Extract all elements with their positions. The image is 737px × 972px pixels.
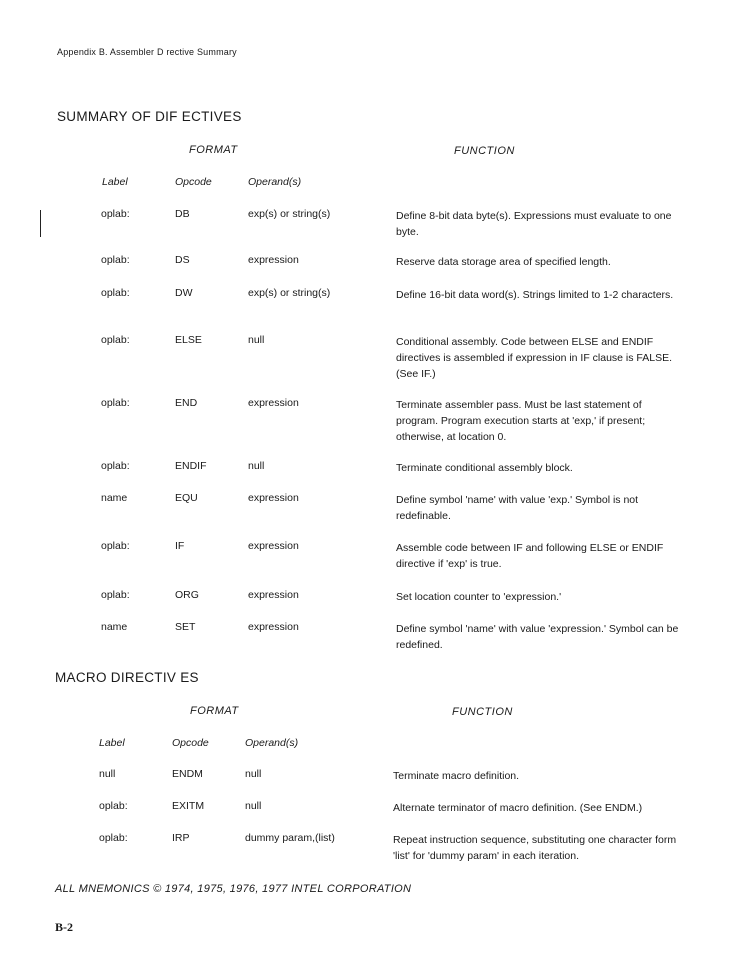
row-opcode: DS	[175, 254, 190, 266]
row-operand: exp(s) or string(s)	[248, 208, 331, 220]
row-label: oplab:	[101, 254, 130, 266]
summary-label-heading: Label	[102, 176, 128, 188]
row-operand: expression	[248, 492, 299, 504]
row-operand: dummy param,(list)	[245, 832, 335, 844]
row-label: name	[101, 621, 128, 633]
row-function: Repeat instruction sequence, substituting one character form 'list' for 'dummy param' in each iteration.	[393, 834, 677, 862]
row-label: oplab:	[101, 334, 130, 346]
row-opcode: ORG	[175, 589, 199, 601]
row-operand: expression	[248, 397, 299, 409]
row-function: Define 16-bit data word(s). Strings limited to 1-2 characters.	[396, 289, 674, 301]
row-function: Set location counter to 'expression.'	[396, 591, 562, 603]
row-label: oplab:	[99, 832, 128, 844]
row-operand: expression	[248, 621, 299, 633]
summary-operands-heading: Operand(s)	[248, 176, 302, 188]
row-function: Terminate assembler pass. Must be last statement of program. Program execution starts at 'exp,' if present; otherwise, at location 0.	[396, 399, 646, 443]
row-function: Assemble code between IF and following ELSE or ENDIF directive if 'exp' is true.	[396, 542, 664, 570]
row-label: oplab:	[99, 800, 128, 812]
row-opcode: END	[175, 397, 198, 409]
row-opcode: EXITM	[172, 800, 205, 812]
row-label: name	[101, 492, 128, 504]
row-label: oplab:	[101, 208, 130, 220]
macro-opcode-heading: Opcode	[172, 737, 209, 749]
row-opcode: SET	[175, 621, 196, 633]
macro-title: MACRO DIRECTIV ES	[55, 670, 199, 685]
row-opcode: DW	[175, 287, 193, 299]
summary-format-heading: FORMAT	[189, 144, 238, 156]
change-bar	[40, 210, 41, 237]
row-label: oplab:	[101, 460, 130, 472]
macro-function-heading: FUNCTION	[452, 706, 513, 718]
row-opcode: DB	[175, 208, 190, 220]
row-function: Alternate terminator of macro definition. (See ENDM.)	[393, 802, 643, 814]
row-operand: exp(s) or string(s)	[248, 287, 331, 299]
page-number: B-2	[55, 920, 73, 934]
copyright-line: ALL MNEMONICS © 1974, 1975, 1976, 1977 INTEL CORPORATION	[55, 883, 412, 895]
row-function: Define 8-bit data byte(s). Expressions must evaluate to one byte.	[396, 210, 672, 238]
summary-title: SUMMARY OF DIF ECTIVES	[57, 109, 242, 124]
row-function: Terminate macro definition.	[393, 770, 520, 782]
row-opcode: IF	[175, 540, 185, 552]
row-operand: expression	[248, 540, 299, 552]
row-opcode: IRP	[172, 832, 190, 844]
row-function: Conditional assembly. Code between ELSE and ENDIF directives is assembled if expression in IF clause is FALSE. (See IF.)	[396, 336, 673, 380]
row-opcode: ENDIF	[175, 460, 207, 472]
row-label: null	[99, 768, 116, 780]
row-operand: null	[248, 460, 265, 472]
row-function: Terminate conditional assembly block.	[396, 462, 573, 474]
row-operand: null	[248, 334, 265, 346]
row-function: Define symbol 'name' with value 'expression.' Symbol can be redefined.	[396, 623, 679, 651]
row-operand: null	[245, 800, 262, 812]
row-label: oplab:	[101, 540, 130, 552]
row-opcode: EQU	[175, 492, 198, 504]
row-function: Define symbol 'name' with value 'exp.' Symbol is not redefinable.	[396, 494, 639, 522]
row-label: oplab:	[101, 287, 130, 299]
row-label: oplab:	[101, 589, 130, 601]
row-opcode: ENDM	[172, 768, 203, 780]
summary-function-heading: FUNCTION	[454, 145, 515, 157]
row-operand: expression	[248, 254, 299, 266]
running-header: Appendix B. Assembler D rective Summary	[57, 47, 237, 57]
row-label: oplab:	[101, 397, 130, 409]
row-operand: null	[245, 768, 262, 780]
macro-label-heading: Label	[99, 737, 125, 749]
row-operand: expression	[248, 589, 299, 601]
summary-opcode-heading: Opcode	[175, 176, 212, 188]
row-function: Reserve data storage area of specified length.	[396, 256, 611, 268]
row-opcode: ELSE	[175, 334, 202, 346]
macro-format-heading: FORMAT	[190, 705, 239, 717]
macro-operands-heading: Operand(s)	[245, 737, 299, 749]
